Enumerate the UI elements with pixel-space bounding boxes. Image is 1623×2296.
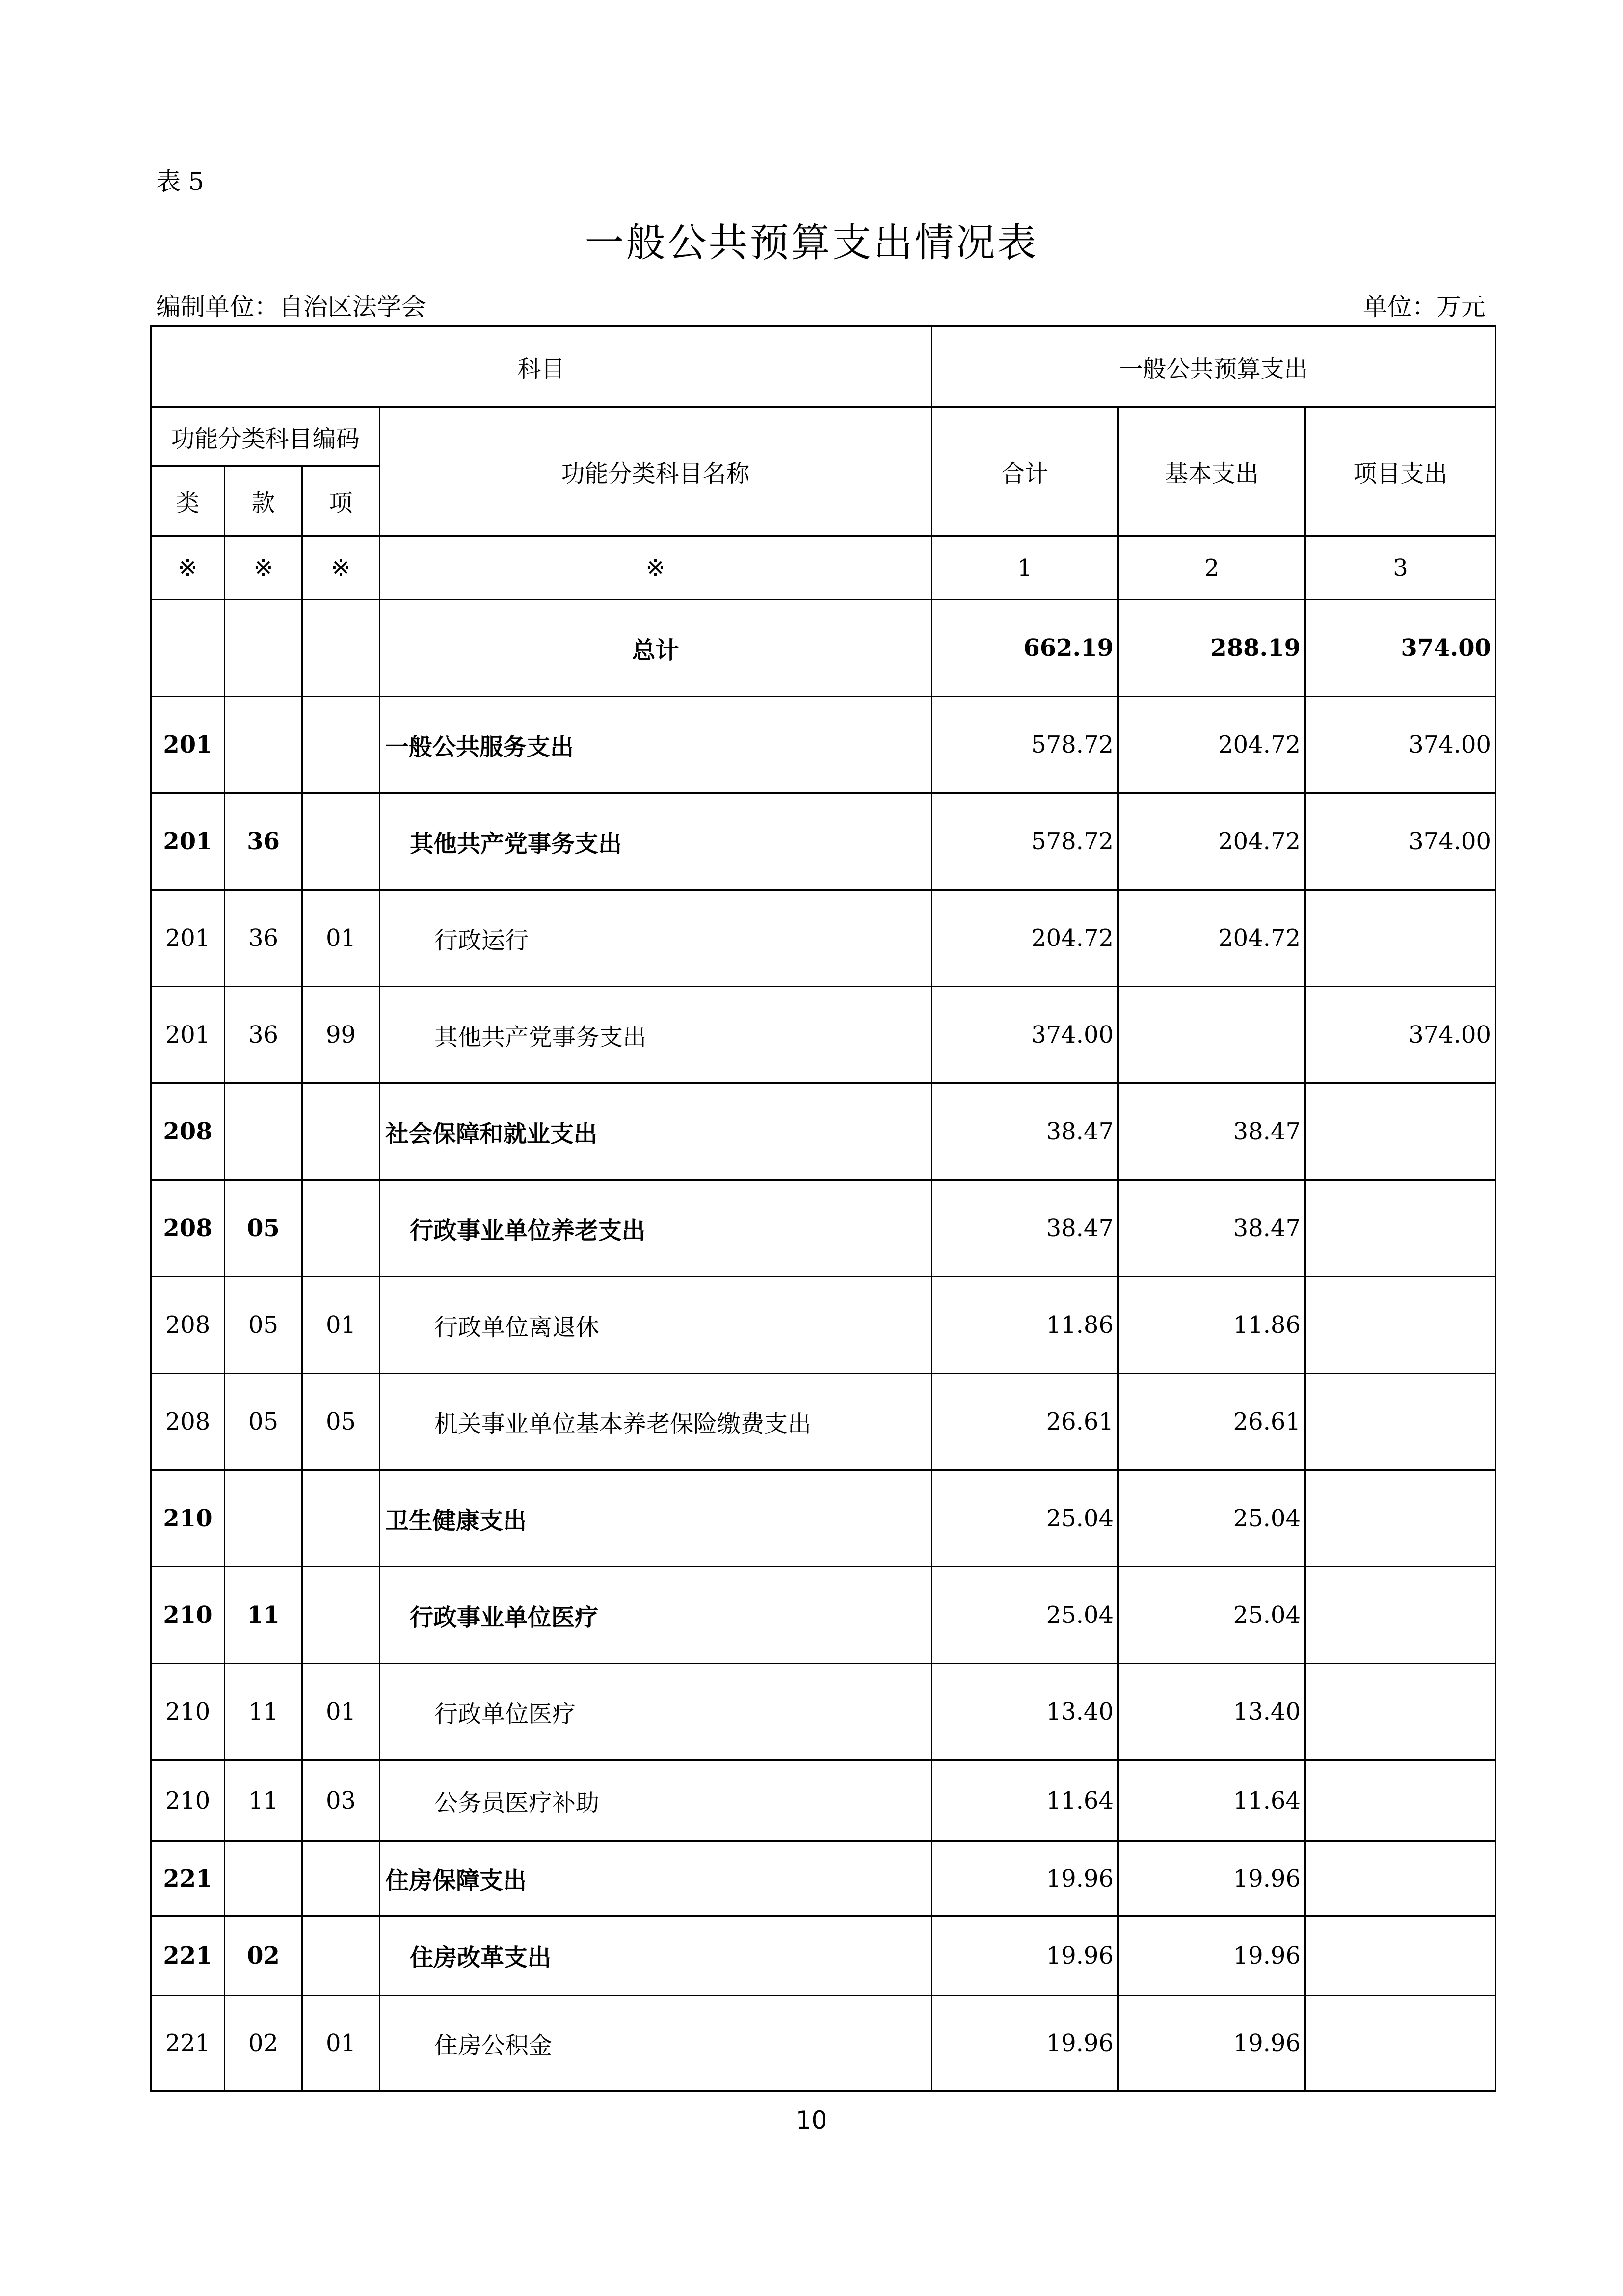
row-xiang: 01 [302,890,380,987]
row-total: 578.72 [931,793,1118,890]
header-lei: 类 [151,466,225,536]
row-name: 其他共产党事务支出 [380,793,931,890]
table-row [151,1470,1496,1567]
row-kuan: 05 [225,1180,302,1277]
row-basic: 11.64 [1118,1760,1305,1841]
currency-unit: 单位：万元 [1363,293,1486,321]
row-project: 374.00 [1305,697,1496,793]
mark-kuan: ※ [225,536,302,600]
row-total: 374.00 [931,987,1118,1083]
row-total: 19.96 [931,1841,1118,1916]
row-name: 行政单位离退休 [380,1277,931,1374]
table-row [151,697,1496,793]
row-total: 26.61 [931,1374,1118,1470]
mark-name: ※ [380,536,931,600]
row-kuan: 11 [225,1664,302,1760]
row-kuan: 05 [225,1374,302,1470]
row-xiang: 05 [302,1374,380,1470]
row-kuan: 02 [225,1916,302,1996]
table-tag: 表 5 [156,167,204,196]
row-basic: 19.96 [1118,1916,1305,1996]
row-name: 行政事业单位医疗 [380,1567,931,1664]
row-xiang [302,1180,380,1277]
row-basic: 38.47 [1118,1180,1305,1277]
row-lei: 221 [151,1996,225,2091]
row-xiang: 01 [302,1664,380,1760]
row-kuan: 36 [225,890,302,987]
row-lei: 201 [151,793,225,890]
row-project [1305,1760,1496,1841]
row-name: 住房改革支出 [380,1916,931,1996]
table-row [151,1916,1496,1996]
row-basic: 204.72 [1118,890,1305,987]
row-name: 卫生健康支出 [380,1470,931,1567]
col-index-2: 2 [1118,536,1305,600]
header-basic: 基本支出 [1118,407,1305,536]
header-func-name: 功能分类科目名称 [380,407,931,536]
header-func-code: 功能分类科目编码 [151,407,380,466]
row-project [1305,890,1496,987]
table-row [151,1996,1496,2091]
mark-lei: ※ [151,536,225,600]
row-kuan: 05 [225,1277,302,1374]
row-xiang: 99 [302,987,380,1083]
grand-total-basic: 288.19 [1118,600,1305,697]
header-budget-expenditure: 一般公共预算支出 [931,326,1496,407]
row-lei: 208 [151,1374,225,1470]
row-lei: 208 [151,1277,225,1374]
compiler-unit: 编制单位：自治区法学会 [156,293,426,321]
table-row [151,1841,1496,1916]
row-basic: 26.61 [1118,1374,1305,1470]
col-index-1: 1 [931,536,1118,600]
table-row [151,1664,1496,1760]
row-project [1305,1567,1496,1664]
row-name: 公务员医疗补助 [380,1760,931,1841]
row-total: 19.96 [931,1996,1118,2091]
row-lei: 208 [151,1083,225,1180]
header-project: 项目支出 [1305,407,1496,536]
row-kuan: 36 [225,987,302,1083]
grand-total-project: 374.00 [1305,600,1496,697]
row-basic: 204.72 [1118,697,1305,793]
row-total: 38.47 [931,1083,1118,1180]
row-name: 住房保障支出 [380,1841,931,1916]
row-basic: 19.96 [1118,1841,1305,1916]
row-project [1305,1083,1496,1180]
row-name: 行政单位医疗 [380,1664,931,1760]
row-basic: 13.40 [1118,1664,1305,1760]
row-project [1305,1470,1496,1567]
col-index-3: 3 [1305,536,1496,600]
table-row [151,793,1496,890]
row-basic: 25.04 [1118,1470,1305,1567]
grand-total-row [151,600,1496,697]
grand-total-total: 662.19 [931,600,1118,697]
row-kuan: 02 [225,1996,302,2091]
row-lei: 221 [151,1841,225,1916]
row-kuan: 11 [225,1760,302,1841]
row-lei: 201 [151,697,225,793]
row-lei: 210 [151,1760,225,1841]
grand-total-lei [151,600,225,697]
table-row [151,890,1496,987]
row-xiang [302,1841,380,1916]
row-project: 374.00 [1305,987,1496,1083]
row-kuan [225,697,302,793]
table-row [151,1567,1496,1664]
row-project: 374.00 [1305,793,1496,890]
header-subject: 科目 [151,326,931,407]
row-xiang [302,697,380,793]
header-xiang: 项 [302,466,380,536]
table-row [151,1374,1496,1470]
row-basic: 11.86 [1118,1277,1305,1374]
row-total: 38.47 [931,1180,1118,1277]
row-lei: 201 [151,987,225,1083]
row-lei: 210 [151,1470,225,1567]
row-name: 行政运行 [380,890,931,987]
row-total: 11.64 [931,1760,1118,1841]
row-kuan [225,1841,302,1916]
row-basic: 25.04 [1118,1567,1305,1664]
row-total: 578.72 [931,697,1118,793]
row-name: 机关事业单位基本养老保险缴费支出 [380,1374,931,1470]
row-project [1305,1996,1496,2091]
row-name: 行政事业单位养老支出 [380,1180,931,1277]
row-project [1305,1180,1496,1277]
row-kuan: 11 [225,1567,302,1664]
row-xiang: 01 [302,1277,380,1374]
row-xiang [302,1083,380,1180]
row-kuan [225,1083,302,1180]
row-xiang [302,1567,380,1664]
grand-total-label: 总计 [380,600,931,697]
row-name: 住房公积金 [380,1996,931,2091]
row-lei: 210 [151,1567,225,1664]
page-title: 一般公共预算支出情况表 [585,220,1038,266]
mark-xiang: ※ [302,536,380,600]
table-row [151,1180,1496,1277]
row-total: 13.40 [931,1664,1118,1760]
row-lei: 210 [151,1664,225,1760]
row-name: 社会保障和就业支出 [380,1083,931,1180]
row-xiang [302,1470,380,1567]
row-project [1305,1841,1496,1916]
table-row [151,1760,1496,1841]
row-total: 25.04 [931,1567,1118,1664]
row-lei: 221 [151,1916,225,1996]
row-basic [1118,987,1305,1083]
row-total: 19.96 [931,1916,1118,1996]
row-total: 204.72 [931,890,1118,987]
row-project [1305,1277,1496,1374]
budget-table [150,325,1496,2092]
row-xiang [302,1916,380,1996]
row-kuan: 36 [225,793,302,890]
table-row [151,1277,1496,1374]
header-total: 合计 [931,407,1118,536]
grand-total-xiang [302,600,380,697]
row-name: 其他共产党事务支出 [380,987,931,1083]
row-xiang [302,793,380,890]
row-project [1305,1374,1496,1470]
row-basic: 19.96 [1118,1996,1305,2091]
row-total: 11.86 [931,1277,1118,1374]
table-row [151,987,1496,1083]
row-xiang: 01 [302,1996,380,2091]
row-lei: 201 [151,890,225,987]
row-basic: 204.72 [1118,793,1305,890]
header-kuan: 款 [225,466,302,536]
grand-total-kuan [225,600,302,697]
row-name: 一般公共服务支出 [380,697,931,793]
page-number: 10 [796,2106,827,2134]
row-project [1305,1916,1496,1996]
table-row [151,1083,1496,1180]
row-xiang: 03 [302,1760,380,1841]
row-project [1305,1664,1496,1760]
row-basic: 38.47 [1118,1083,1305,1180]
row-total: 25.04 [931,1470,1118,1567]
row-kuan [225,1470,302,1567]
row-lei: 208 [151,1180,225,1277]
